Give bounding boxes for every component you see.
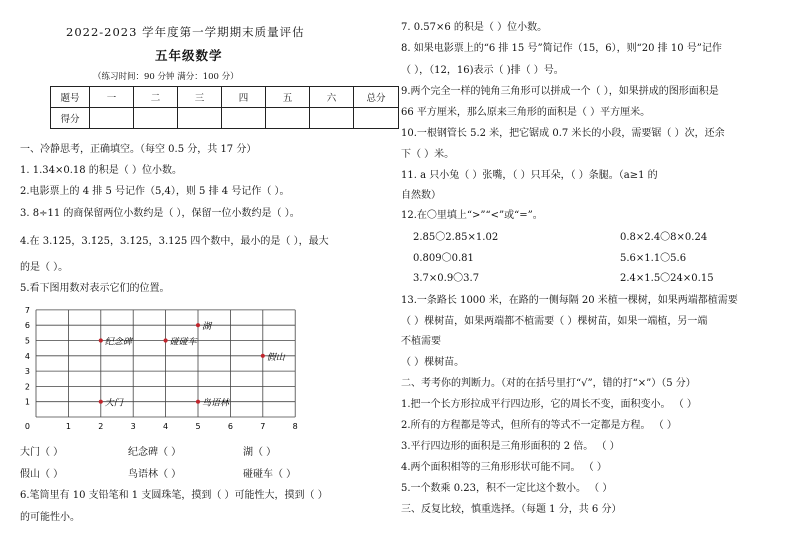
score-table [50,86,399,129]
x-tick-label: 1 [65,422,71,431]
score-row-label: 得分 [51,108,90,129]
compare-item: 2.85〇2.85×1.02 [413,232,499,243]
judgement-2: 2.所有的方程都是等式，但所有的等式不一定都是方程。 （ ） [401,420,677,431]
score-cell[interactable] [178,108,222,129]
compare-item: 5.6×1.1〇5.6 [620,253,687,264]
question-9: 9.两个完全一样的钝角三角形可以拼成一个（ ），如果拼成的图形面积是 [401,86,719,97]
y-tick-label: 1 [24,397,30,407]
grid-point-label: 湖 [202,322,212,333]
score-cell[interactable] [134,108,178,129]
grid-point [99,400,103,404]
question-7: 7. 0.57×6 的积是（ ）位小数。 [401,22,548,33]
grid-points [99,321,286,409]
answer-gate: 大门（ ） [20,447,64,458]
grid-point [261,354,265,358]
grid-point-label: 大门 [104,398,123,409]
question-11-continued: 自然数） [401,190,441,201]
score-table-header-row [51,87,399,108]
compare-item: 0.809〇0.81 [413,253,474,264]
question-4-continued: 的是（ ）。 [20,262,69,273]
x-tick-label: 7 [260,422,266,431]
score-table-header: 六 [310,87,354,108]
score-table-header: 四 [222,87,266,108]
y-tick-label: 3 [24,367,30,377]
section-2-heading: 二、考考你的判断力。（对的在括号里打“√”，错的打“×”）（5 分） [401,378,696,389]
y-tick-label: 6 [24,321,30,331]
judgement-1: 1.把一个长方形拉成平行四边形，它的周长不变，面积变小。 （ ） [401,399,697,410]
x-tick-label: 6 [227,422,233,431]
question-1: 1. 1.34×0.18 的积是（ ）位小数。 [20,165,182,176]
question-6-continued: 的可能性小。 [20,512,80,523]
exam-subtitle: 五年级数学 [155,48,223,63]
question-2: 2.电影票上的 4 排 5 号记作（5,4），则 5 排 4 号记作（ ）。 [20,186,290,197]
answer-monument: 纪念碑（ ） [128,447,182,458]
question-13-continued-3: （ ）棵树苗。 [401,357,465,368]
judgement-4: 4.两个面积相等的三角形形状可能不同。 （ ） [401,462,607,473]
score-cell[interactable] [266,108,310,129]
judgement-3: 3.平行四边形的面积是三角形面积的 2 倍。 （ ） [401,441,620,452]
score-table-header: 题号 [51,87,90,108]
question-11: 11. a 只小兔（ ）张嘴，（ ）只耳朵，（ ）条腿。（a≥1 的 [401,170,658,181]
judgement-5: 5.一个数乘 0.23，积不一定比这个数小。 （ ） [401,483,613,494]
exam-title: 2022-2023 学年度第一学期期末质量评估 [66,25,305,39]
answer-bumper-car: 碰碰车（ ） [243,469,297,480]
score-cell[interactable] [354,108,399,129]
question-3: 3. 8÷11 的商保留两位小数约是（ ），保留一位小数约是（ ）。 [20,208,300,219]
grid-point [164,338,168,342]
question-10: 10.一根钢管长 5.2 米，把它锯成 0.7 米长的小段，需要锯（ ）次，还余 [401,128,725,139]
question-8: 8. 如果电影票上的“6 排 15 号”简记作（15，6），则“20 排 10 号”记作 [401,43,722,54]
section-3-heading: 三、反复比较，慎重选择。（每题 1 分，共 6 分） [401,504,622,515]
grid-point-label: 纪念碑 [104,337,132,348]
grid-point [196,323,200,327]
question-13-continued: （ ）棵树苗，如果两端都不植需要（ ）棵树苗，如果一端植，另一端 [401,316,708,327]
score-table-header: 三 [178,87,222,108]
grid-point-label: 碰碰车 [169,337,197,348]
answer-lake: 湖（ ） [243,447,277,458]
y-tick-label: 5 [24,336,30,346]
grid-point [99,338,103,342]
score-table-header: 二 [134,87,178,108]
grid-point-label: 鸟语林 [202,398,230,409]
score-table-header: 总分 [354,87,399,108]
section-1-heading: 一、冷静思考，正确填空。（每空 0.5 分，共 17 分） [20,144,257,155]
answer-bird-forest: 鸟语林（ ） [128,469,182,480]
grid-tick-labels [25,306,298,431]
origin-label: 0 [24,422,30,431]
question-4: 4.在 3.12̇5，3.1̇25̇，3.1̇25，3.125 四个数中，最小的是（ ），最大 [20,236,329,247]
score-cell[interactable] [310,108,354,129]
score-cell[interactable] [90,108,134,129]
x-tick-label: 4 [163,422,169,431]
question-5: 5.看下图用数对表示它们的位置。 [20,283,170,294]
score-table-score-row [51,108,399,129]
y-tick-label: 7 [24,305,30,315]
grid-lines [36,310,295,417]
score-cell[interactable] [222,108,266,129]
score-table-header: 一 [90,87,134,108]
compare-item: 3.7×0.9〇3.7 [413,273,480,284]
question-12: 12.在〇里填上“>”“<”或“=”。 [401,210,543,221]
x-tick-label: 2 [98,422,104,431]
question-8-continued: （ ），（12，16)表示（ )排（ ）号。 [401,65,564,76]
score-table-header: 五 [266,87,310,108]
question-6: 6.笔筒里有 10 支铅笔和 1 支圆珠笔，摸到（ ）可能性大，摸到（ ） [20,490,328,501]
x-tick-label: 3 [130,422,136,431]
x-tick-label: 8 [292,422,298,431]
coordinate-grid [18,304,308,436]
grid-point [196,400,200,404]
x-tick-label: 5 [195,422,201,431]
question-13-continued-2: 不植需要 [401,336,441,347]
question-9-continued: 66 平方厘米，那么原来三角形的面积是（ ）平方厘米。 [401,107,651,118]
y-tick-label: 2 [24,382,30,392]
compare-item: 2.4×1.5〇24×0.15 [620,273,714,284]
compare-item: 0.8×2.4〇8×0.24 [620,232,708,243]
question-13: 13.一条路长 1000 米，在路的一侧每隔 20 米植一棵树，如果两端都植需要 [401,295,738,306]
question-10-continued: 下（ ）米。 [401,149,455,160]
y-tick-label: 4 [24,351,30,361]
grid-point-label: 假山 [266,352,285,363]
exam-info: （练习时间：90 分钟 满分：100 分） [93,72,239,82]
answer-rockery: 假山（ ） [20,469,64,480]
